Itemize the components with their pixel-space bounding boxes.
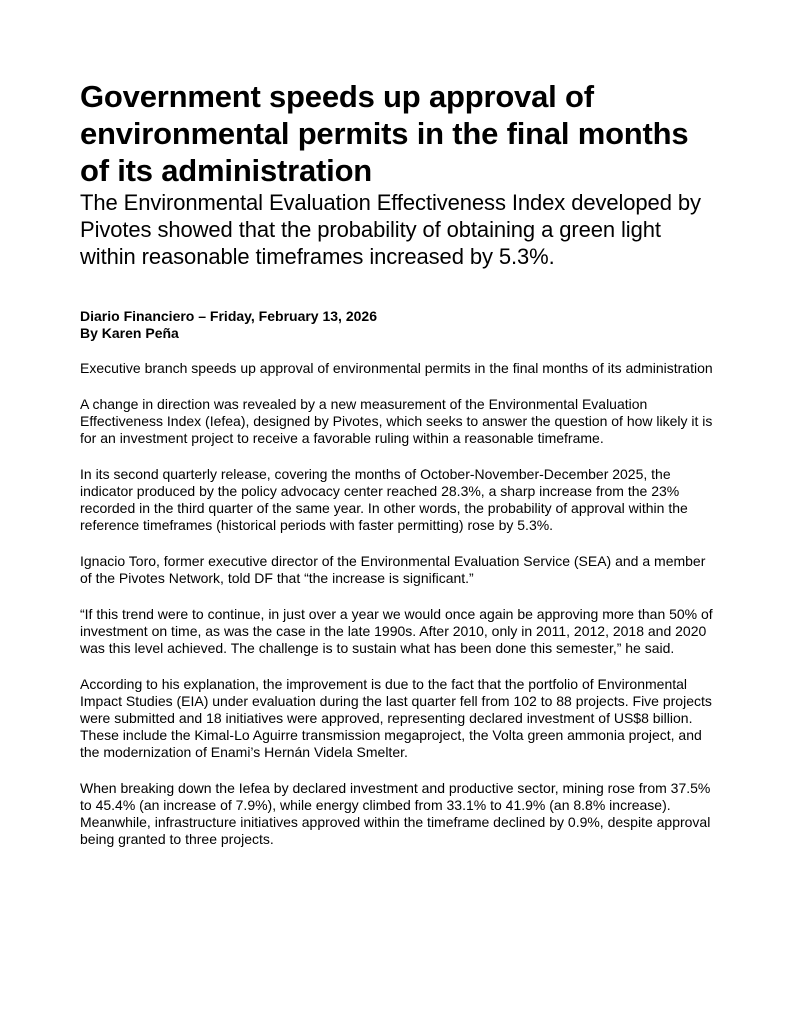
subheadline: The Environmental Evaluation Effectiveness Index developed by Pivotes showed that the probability of obtaining a green light within reasonable timeframes increased by 5.3%. — [80, 190, 701, 269]
paragraph: Ignacio Toro, former executive director of the Environmental Evaluation Service (SEA) and a member of the Pivotes Network, told DF that “the increase is significant.” — [80, 553, 706, 586]
paragraph: In its second quarterly release, covering the months of October-November-December 2025, the indicator produced by the policy advocacy center reached 28.3%, a sharp increase from the 23% recorded in the third quarter of the same year. In other words, the probability of approval within the reference timeframes (historical periods with faster permitting) rose by 5.3%. — [80, 466, 688, 533]
paragraph: When breaking down the Iefea by declared investment and productive sector, mining rose from 37.5% to 45.4% (an increase of 7.9%), while energy climbed from 33.1% to 41.9% (an 8.8% increase). Meanwhile, infrastructure initiatives approved within the timeframe declined by 0.9%, despite approval being granted to three projects. — [80, 780, 711, 847]
byline — [80, 308, 720, 342]
author: By Karen Peña — [80, 325, 179, 341]
article-body — [80, 360, 720, 848]
article — [80, 78, 720, 867]
headline: Government speeds up approval of environmental permits in the final months of its administration — [80, 79, 689, 188]
paragraph: Executive branch speeds up approval of environmental permits in the final months of its administration — [80, 360, 713, 376]
source-date: Diario Financiero – Friday, February 13, 2026 — [80, 308, 377, 324]
paragraph: “If this trend were to continue, in just over a year we would once again be approving more than 50% of investment on time, as was the case in the late 1990s. After 2010, only in 2011, 2012, 2018 and 2020 was this level achieved. The challenge is to sustain what has been done this semester,” he said. — [80, 606, 713, 656]
paragraph: According to his explanation, the improvement is due to the fact that the portfolio of Environmental Impact Studies (EIA) under evaluation during the last quarter fell from 102 to 88 projects. Five projects were submitted and 18 initiatives were approved, representing declared investment of US$8 billion. These include the Kimal-Lo Aguirre transmission megaproject, the Volta green ammonia project, and the modernization of Enami’s Hernán Videla Smelter. — [80, 676, 712, 760]
paragraph: A change in direction was revealed by a new measurement of the Environmental Evaluation Effectiveness Index (Iefea), designed by Pivotes, which seeks to answer the question of how likely it is for an investment project to receive a favorable ruling within a reasonable timeframe. — [80, 396, 713, 446]
